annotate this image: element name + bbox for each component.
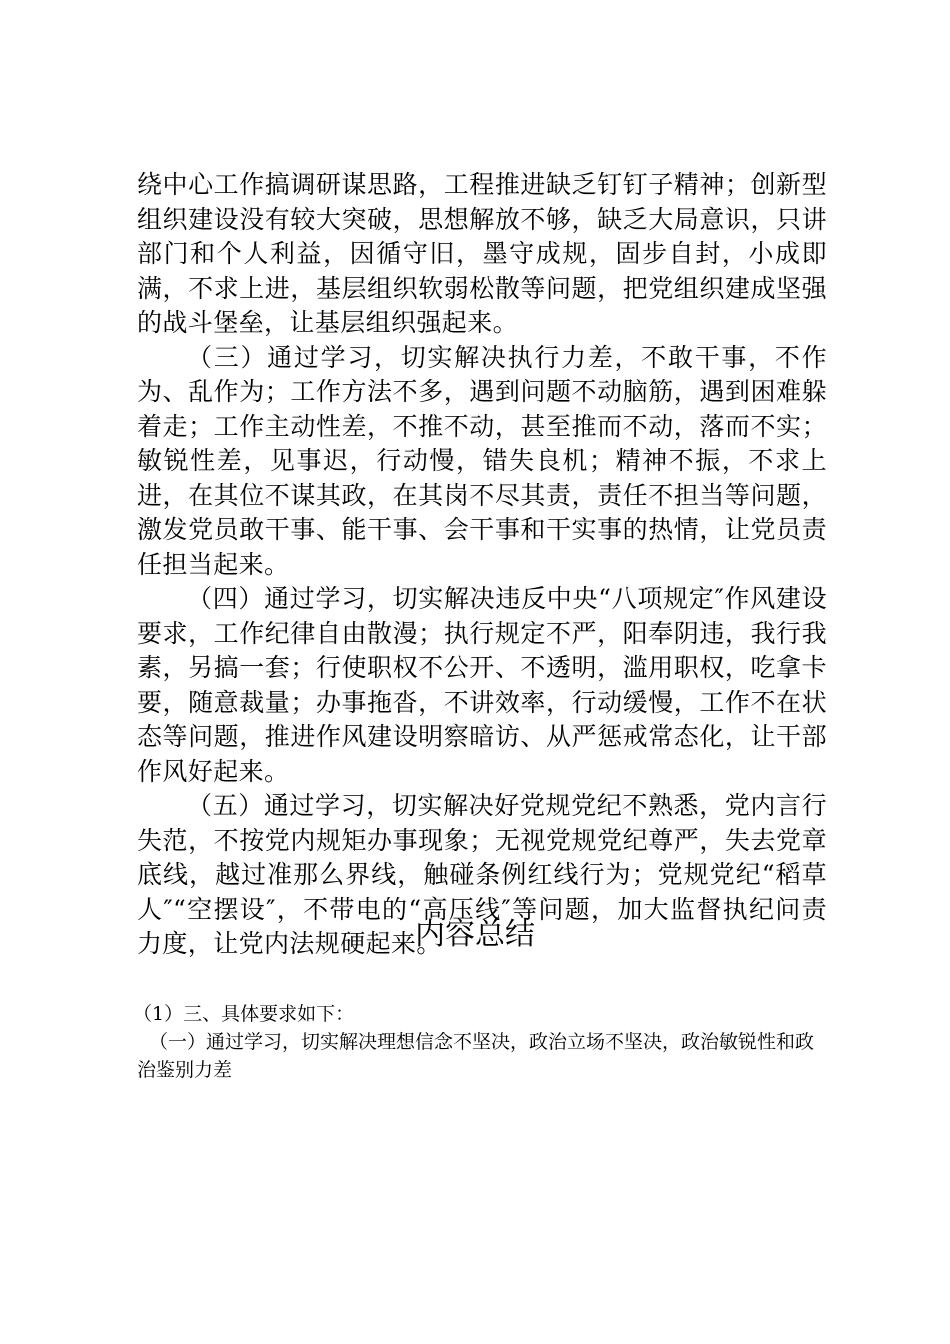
summary-item: （一）通过学习，切实解决理想信念不坚决，政治立场不坚决，政治敏锐性和政治鉴别力差 bbox=[137, 1031, 815, 1081]
document-body bbox=[137, 168, 827, 962]
summary-content bbox=[133, 1000, 827, 1084]
summary-item: （1）三、具体要求如下： bbox=[133, 1003, 355, 1025]
paragraph-section-5: （五）通过学习，切实解决好党规党纪不熟悉，党内言行失范，不按党内规矩办事现象；无视党规党纪尊严，失去党章底线，越过准那么界线，触碰条例红线行为；党规党纪“稻草人″“空摆设″，不带电的“高压线″等问题，加大监督执纪问责力度，让党内法规硬起来。 bbox=[137, 791, 827, 958]
paragraph-continuation: 绕中心工作搞调研谋思路，工程推进缺乏钉钉子精神；创新型组织建设没有较大突破，思想解放不够，缺乏大局意识，只讲部门和个人利益，因循守旧，墨守成规，固步自封，小成即满，不求上进，基层组织软弱松散等问题，把党组织建成坚强的战斗堡垒，让基层组织强起来。 bbox=[137, 170, 827, 337]
paragraph-section-3: （三）通过学习，切实解决执行力差，不敢干事，不作为、乱作为；工作方法不多，遇到问题不动脑筋，遇到困难躲着走；工作主动性差，不推不动，甚至推而不动，落而不实；敏锐性差，见事迟，行动慢，错失良机；精神不振，不求上进，在其位不谋其政，在其岗不尽其责，责任不担当等问题，激发党员敢干事、能干事、会干事和干实事的热情，让党员责任担当起来。 bbox=[137, 342, 827, 579]
paragraph-section-4: （四）通过学习，切实解决违反中央“八项规定″作风建设要求，工作纪律自由散漫；执行规定不严，阳奉阴违，我行我素，另搞一套；行使职权不公开、不透明，滥用职权，吃拿卡要，随意裁量；办事拖沓，不讲效率，行动缓慢，工作不在状态等问题，推进作风建设明察暗访、从严惩戒常态化，让干部作风好起来。 bbox=[137, 584, 827, 786]
summary-title: 内容总结 bbox=[415, 917, 535, 952]
